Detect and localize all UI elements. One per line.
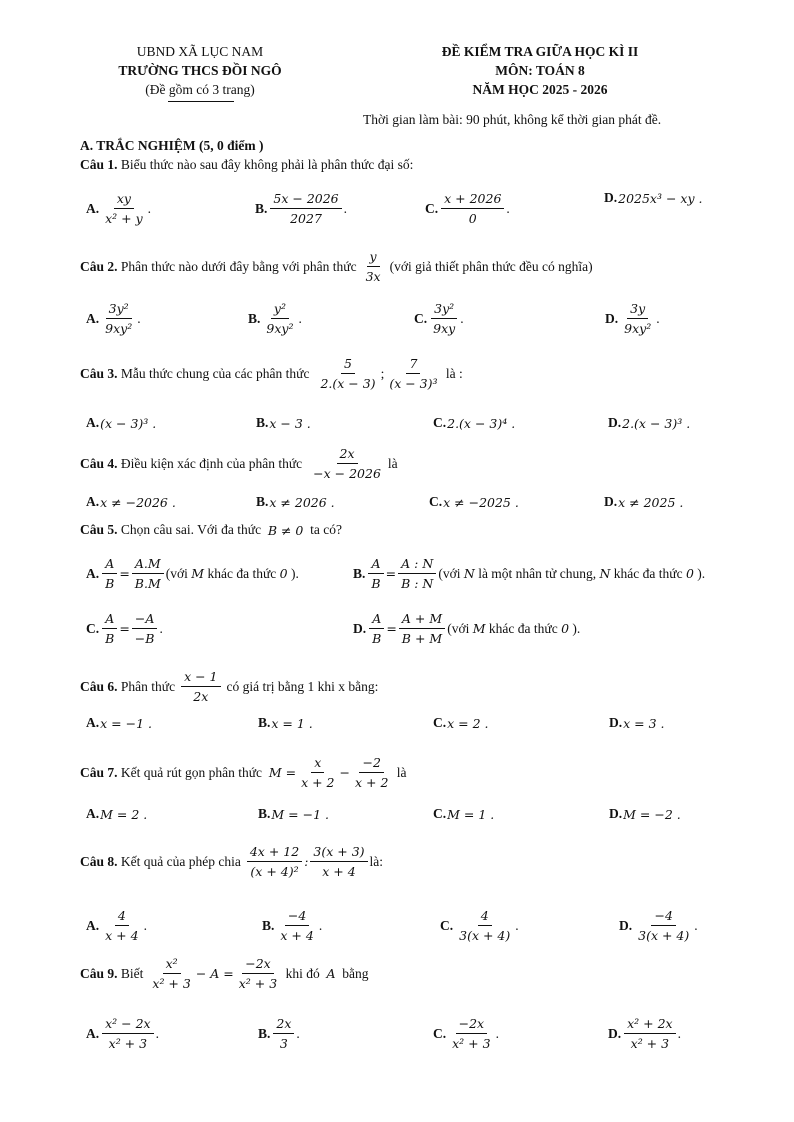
option-label: A. xyxy=(86,917,100,933)
option-expression: x = 3 . xyxy=(623,715,665,731)
option-label: C. xyxy=(433,715,447,730)
question-text: Biểu thức nào sau đây không phải là phân thức đại số: xyxy=(120,157,414,172)
option-label: A. xyxy=(86,565,100,581)
variable: N xyxy=(599,566,611,581)
note: khác đa thức xyxy=(613,565,683,581)
numerator: 3y² xyxy=(431,300,457,319)
question-text-after: khi đó xyxy=(285,965,320,981)
denominator: 0 xyxy=(468,211,477,226)
option-expression: x ≠ 2026 . xyxy=(269,494,335,510)
option-2a[interactable] xyxy=(86,300,141,337)
fraction xyxy=(132,610,158,647)
option-label: C. xyxy=(440,917,454,933)
question-text: Điều kiện xác định của phân thức xyxy=(120,455,303,471)
question-label: Câu 9. xyxy=(80,965,118,981)
option-label: C. xyxy=(433,806,447,821)
option-expression: x = 1 . xyxy=(271,715,313,731)
option-label: A. xyxy=(86,806,100,821)
option-expression: x ≠ −2026 . xyxy=(100,494,176,510)
option-7c[interactable] xyxy=(433,806,494,822)
fraction xyxy=(310,843,367,880)
numerator: A.M xyxy=(132,555,164,574)
denominator: B xyxy=(372,631,382,646)
option-3a[interactable] xyxy=(86,415,156,431)
question-8 xyxy=(80,843,383,880)
question-5 xyxy=(80,522,342,538)
denominator: (x + 4)² xyxy=(250,864,299,879)
numerator: x² − 2x xyxy=(102,1015,153,1034)
option-tail: . xyxy=(506,200,510,216)
denominator: 2.(x − 3) xyxy=(320,376,376,391)
option-label: C. xyxy=(429,494,443,509)
fraction xyxy=(310,445,384,482)
option-tail: . xyxy=(298,310,302,326)
separator: ; xyxy=(380,365,385,381)
option-expression: x ≠ 2025 . xyxy=(618,494,684,510)
option-4b[interactable] xyxy=(256,494,335,510)
numerator: −4 xyxy=(285,907,309,926)
option-expression: x = −1 . xyxy=(100,715,152,731)
numerator: x² xyxy=(163,955,181,974)
denominator: B + M xyxy=(401,631,443,646)
option-label: A. xyxy=(86,715,100,730)
question-label: Câu 3. xyxy=(80,365,118,381)
variable: M xyxy=(191,566,205,581)
option-4d[interactable] xyxy=(604,494,683,510)
option-label: D. xyxy=(619,917,633,933)
numerator: −4 xyxy=(651,907,675,926)
denominator: 9xy² xyxy=(266,321,294,336)
option-4a[interactable] xyxy=(86,494,176,510)
option-label: D. xyxy=(604,494,618,509)
option-label: D. xyxy=(609,715,623,730)
fraction xyxy=(181,668,220,705)
denominator: 9xy xyxy=(433,321,456,336)
numerator: 5x − 2026 xyxy=(270,190,341,209)
numerator: A xyxy=(368,555,383,574)
option-tail: . xyxy=(515,917,519,933)
option-label: B. xyxy=(258,806,271,821)
numerator: 3(x + 3) xyxy=(310,843,367,862)
question-9 xyxy=(80,955,368,992)
numerator: 3y xyxy=(627,300,648,319)
question-text: Biết xyxy=(120,965,144,981)
denominator: x² + 3 xyxy=(238,976,278,991)
option-tail: . xyxy=(318,917,323,933)
numerator: 4 xyxy=(115,907,129,926)
option-9c[interactable] xyxy=(433,1015,499,1052)
note: khác đa thức xyxy=(488,620,558,636)
denominator: x² + 3 xyxy=(452,1036,491,1051)
numerator: 2x xyxy=(273,1015,294,1034)
option-label: B. xyxy=(258,1025,271,1041)
numerator: A : N xyxy=(398,555,436,574)
option-1c[interactable] xyxy=(425,190,510,227)
option-5a[interactable]: A. $\frac{A}{B}$ = $\frac{A.M}{B.M}$ (với M khác đa thức 0 ). xyxy=(86,556,299,591)
zero: 0 xyxy=(561,621,570,636)
option-label: D. xyxy=(604,190,618,205)
option-9d[interactable] xyxy=(608,1015,681,1052)
question-text: Phân thức xyxy=(120,678,176,694)
fraction xyxy=(247,843,302,880)
question-7 xyxy=(80,754,407,791)
condition: B ≠ 0 xyxy=(267,522,304,538)
page-count-note: (Đề gồm có 3 trang) xyxy=(145,82,255,97)
question-text-after: (với giả thiết phân thức đều có nghĩa) xyxy=(389,258,593,274)
denominator: x² + 3 xyxy=(108,1036,148,1051)
question-label: Câu 5. xyxy=(80,522,118,537)
option-5c[interactable]: C. $\frac{A}{B}$ = $\frac{-A}{-B}$ . xyxy=(86,611,163,646)
question-label: Câu 4. xyxy=(80,455,118,471)
numerator: 7 xyxy=(406,355,420,374)
denominator: x + 2 xyxy=(354,775,389,790)
option-3c[interactable] xyxy=(433,415,515,431)
option-expression: x − 3 . xyxy=(269,415,311,431)
option-label: B. xyxy=(255,200,268,216)
district-name: UBND XÃ LỤC NAM xyxy=(136,44,264,59)
fraction xyxy=(236,955,280,992)
denominator: x² + 3 xyxy=(152,976,191,991)
option-9b[interactable] xyxy=(258,1015,300,1052)
denominator: B xyxy=(105,576,115,591)
option-5b[interactable]: B. $\frac{A}{B}$ = $\frac{A : N}{B : N}$ (với N là một nhân tử chung, N khác đa thức 0 ). xyxy=(353,556,706,591)
denominator: (x − 3)³ xyxy=(389,376,438,391)
question-4 xyxy=(80,445,398,482)
fraction xyxy=(102,1015,153,1052)
note: là một nhân tử chung, xyxy=(478,565,597,581)
numerator: x xyxy=(311,754,324,773)
fraction xyxy=(398,555,436,592)
option-3b[interactable] xyxy=(256,415,311,431)
numerator: x² + 2x xyxy=(624,1015,675,1034)
fraction xyxy=(441,190,504,227)
fraction xyxy=(263,300,296,337)
fraction xyxy=(363,248,384,285)
school-name: TRƯỜNG THCS ĐỒI NGÔ xyxy=(118,63,282,78)
fraction xyxy=(317,355,378,392)
question-label: Câu 6. xyxy=(80,678,118,694)
numerator: A + M xyxy=(399,610,445,629)
option-2c[interactable] xyxy=(414,300,464,337)
numerator: 3y² xyxy=(106,300,132,319)
denominator: B xyxy=(105,631,115,646)
numerator: −2 xyxy=(359,754,383,773)
option-4c[interactable] xyxy=(429,494,519,510)
option-label: B. xyxy=(256,415,269,430)
option-1d[interactable] xyxy=(604,190,702,206)
fraction xyxy=(102,555,117,592)
fraction xyxy=(298,754,337,791)
fraction xyxy=(102,190,146,227)
numerator: y xyxy=(367,248,380,267)
question-text-after: là xyxy=(387,455,398,471)
question-label: Câu 1. xyxy=(80,157,118,172)
fraction xyxy=(624,1015,675,1052)
fraction xyxy=(149,955,193,992)
denominator: B.M xyxy=(134,576,161,591)
question-text: Kết quả rút gọn phân thức xyxy=(120,764,263,780)
numerator: y² xyxy=(271,300,289,319)
denominator: 2027 xyxy=(290,211,322,226)
fraction xyxy=(102,300,135,337)
option-expression: 2.(x − 3)³ . xyxy=(622,415,691,431)
option-8c[interactable] xyxy=(440,907,519,944)
operator: : xyxy=(304,854,309,869)
option-7b[interactable] xyxy=(258,806,329,822)
option-6a[interactable] xyxy=(86,715,152,731)
fraction xyxy=(399,610,445,647)
option-5d[interactable]: D. $\frac{A}{B}$ = $\frac{A + M}{B + M}$ (với M khác đa thức 0 ). xyxy=(353,611,581,646)
equation-middle: − A = xyxy=(195,966,234,981)
question-text-after: là : xyxy=(445,365,463,381)
question-label: Câu 7. xyxy=(80,764,118,780)
option-label: D. xyxy=(608,415,622,430)
numerator: x − 1 xyxy=(181,668,220,687)
denominator: x + 4 xyxy=(105,928,139,943)
option-label: B. xyxy=(256,494,269,509)
variable: M xyxy=(472,621,486,636)
option-label: B. xyxy=(258,715,271,730)
note-end: ). xyxy=(697,565,706,581)
denominator: −x − 2026 xyxy=(313,466,381,481)
numerator: −2x xyxy=(456,1015,487,1034)
option-label: D. xyxy=(608,1025,622,1041)
denominator: 3 xyxy=(279,1036,288,1051)
question-label: Câu 8. xyxy=(80,853,118,869)
option-label: A. xyxy=(86,310,100,326)
denominator: B xyxy=(371,576,381,591)
school-year: NĂM HỌC 2025 - 2026 xyxy=(472,82,608,97)
fraction xyxy=(368,555,383,592)
option-label: B. xyxy=(353,565,366,581)
option-8d[interactable] xyxy=(619,907,698,944)
note-end: ). xyxy=(290,565,299,581)
denominator: 3(x + 4) xyxy=(459,928,511,943)
question-text: Mẫu thức chung của các phân thức xyxy=(120,365,310,381)
question-text-after: là: xyxy=(369,853,384,869)
zero: 0 xyxy=(279,566,288,581)
denominator: 3(x + 4) xyxy=(638,928,690,943)
option-2d[interactable] xyxy=(605,300,660,337)
option-label: C. xyxy=(433,1025,447,1041)
numerator: 2x xyxy=(337,445,358,464)
fraction xyxy=(352,754,391,791)
question-text: Phân thức nào dưới đây bằng với phân thức xyxy=(120,258,357,274)
denominator: x² + 3 xyxy=(630,1036,670,1051)
numerator: 4 xyxy=(478,907,492,926)
option-7a[interactable] xyxy=(86,806,147,822)
denominator: x + 4 xyxy=(280,928,314,943)
denominator: 2x xyxy=(193,689,209,704)
option-tail: . xyxy=(677,1025,681,1041)
question-text: Chọn câu sai. Với đa thức xyxy=(120,522,262,537)
option-label: D. xyxy=(353,620,367,636)
exam-title: ĐỀ KIỂM TRA GIỮA HỌC KÌ II xyxy=(441,44,639,59)
question-2 xyxy=(80,248,593,285)
note: (với xyxy=(438,565,461,581)
section-title: A. TRẮC NGHIỆM (5, 0 điểm ) xyxy=(80,138,264,153)
variable: N xyxy=(463,566,475,581)
option-tail: . xyxy=(137,310,141,326)
option-6b[interactable] xyxy=(258,715,313,731)
fraction xyxy=(102,610,117,647)
denominator: −B xyxy=(134,631,155,646)
fraction xyxy=(270,190,341,227)
fraction xyxy=(132,555,164,592)
option-expression: 2.(x − 3)⁴ . xyxy=(447,415,516,431)
option-6d[interactable] xyxy=(609,715,665,731)
option-expression: 2025x³ − xy . xyxy=(618,190,703,206)
option-tail: . xyxy=(143,917,147,933)
denominator: x + 2 xyxy=(301,775,335,790)
lhs: M = xyxy=(268,765,297,780)
subject: MÔN: TOÁN 8 xyxy=(495,63,585,78)
option-7d[interactable] xyxy=(609,806,681,822)
option-8b[interactable] xyxy=(262,907,322,944)
operator: − xyxy=(339,765,350,780)
option-label: A. xyxy=(86,1025,100,1041)
note-end: ). xyxy=(572,620,581,636)
option-tail: . xyxy=(147,200,152,216)
question-text-after: bằng xyxy=(342,965,369,981)
note: (với xyxy=(447,620,470,636)
option-tail: . xyxy=(656,310,660,326)
option-label: A. xyxy=(86,415,100,430)
fraction xyxy=(273,1015,294,1052)
option-2b[interactable] xyxy=(248,300,302,337)
denominator: 9xy² xyxy=(105,321,133,336)
zero: 0 xyxy=(685,566,694,581)
question-text-after: có giá trị bằng 1 khi x bằng: xyxy=(226,678,379,694)
fraction xyxy=(430,300,458,337)
option-label: D. xyxy=(609,806,623,821)
numerator: −2x xyxy=(242,955,273,974)
denominator: 9xy² xyxy=(624,321,652,336)
option-tail: . xyxy=(159,620,163,636)
question-3 xyxy=(80,355,463,392)
fraction xyxy=(369,610,384,647)
numerator: −A xyxy=(132,610,158,629)
option-tail: . xyxy=(296,1025,300,1041)
question-label: Câu 2. xyxy=(80,258,118,274)
fraction xyxy=(621,300,654,337)
header-left xyxy=(95,42,305,99)
question-1 xyxy=(80,157,413,173)
numerator: A xyxy=(102,610,117,629)
option-tail: . xyxy=(155,1025,159,1041)
option-expression: x = 2 . xyxy=(447,715,489,731)
option-expression: M = −1 . xyxy=(271,806,329,822)
option-8a[interactable] xyxy=(86,907,147,944)
option-1a[interactable] xyxy=(86,190,151,227)
numerator: 5 xyxy=(341,355,355,374)
header-underline xyxy=(168,101,234,102)
fraction xyxy=(102,907,141,944)
fraction xyxy=(635,907,692,944)
fraction xyxy=(456,907,513,944)
option-tail: . xyxy=(460,310,464,326)
variable: A xyxy=(326,966,336,981)
option-label: A. xyxy=(86,200,100,216)
option-expression: M = −2 . xyxy=(623,806,681,822)
option-label: B. xyxy=(248,310,261,326)
option-6c[interactable] xyxy=(433,715,489,731)
note: khác đa thức xyxy=(207,565,277,581)
numerator: xy xyxy=(114,190,134,209)
numerator: A xyxy=(369,610,384,629)
option-expression: x ≠ −2025 . xyxy=(443,494,519,510)
option-1b[interactable] xyxy=(255,190,347,227)
option-label: D. xyxy=(605,310,619,326)
fraction xyxy=(386,355,440,392)
option-tail: . xyxy=(694,917,698,933)
numerator: x + 2026 xyxy=(441,190,504,209)
option-label: B. xyxy=(262,917,275,933)
denominator: x² + y xyxy=(105,211,143,226)
numerator: 4x + 12 xyxy=(247,843,302,862)
time-note: Thời gian làm bài: 90 phút, không kể thời gian phát đề. xyxy=(363,112,662,127)
header-right xyxy=(405,42,675,99)
denominator: x + 4 xyxy=(322,864,356,879)
denominator: B : N xyxy=(401,576,434,591)
option-tail: . xyxy=(343,200,347,216)
option-label: C. xyxy=(86,620,100,636)
option-expression: M = 2 . xyxy=(100,806,148,822)
note: (với xyxy=(165,565,188,581)
option-label: C. xyxy=(414,310,428,326)
question-text: Kết quả của phép chia xyxy=(120,853,241,869)
option-tail: . xyxy=(495,1025,499,1041)
option-label: C. xyxy=(433,415,447,430)
option-label: C. xyxy=(425,200,439,216)
question-text-after: là xyxy=(396,764,407,780)
denominator: 3x xyxy=(365,269,381,284)
option-expression: (x − 3)³ . xyxy=(100,415,157,431)
fraction xyxy=(277,907,316,944)
question-text-after: ta có? xyxy=(310,522,342,537)
numerator: A xyxy=(102,555,117,574)
option-3d[interactable] xyxy=(608,415,690,431)
option-label: A. xyxy=(86,494,100,509)
option-9a[interactable] xyxy=(86,1015,159,1052)
question-6 xyxy=(80,668,378,705)
option-expression: M = 1 . xyxy=(447,806,495,822)
fraction xyxy=(449,1015,493,1052)
